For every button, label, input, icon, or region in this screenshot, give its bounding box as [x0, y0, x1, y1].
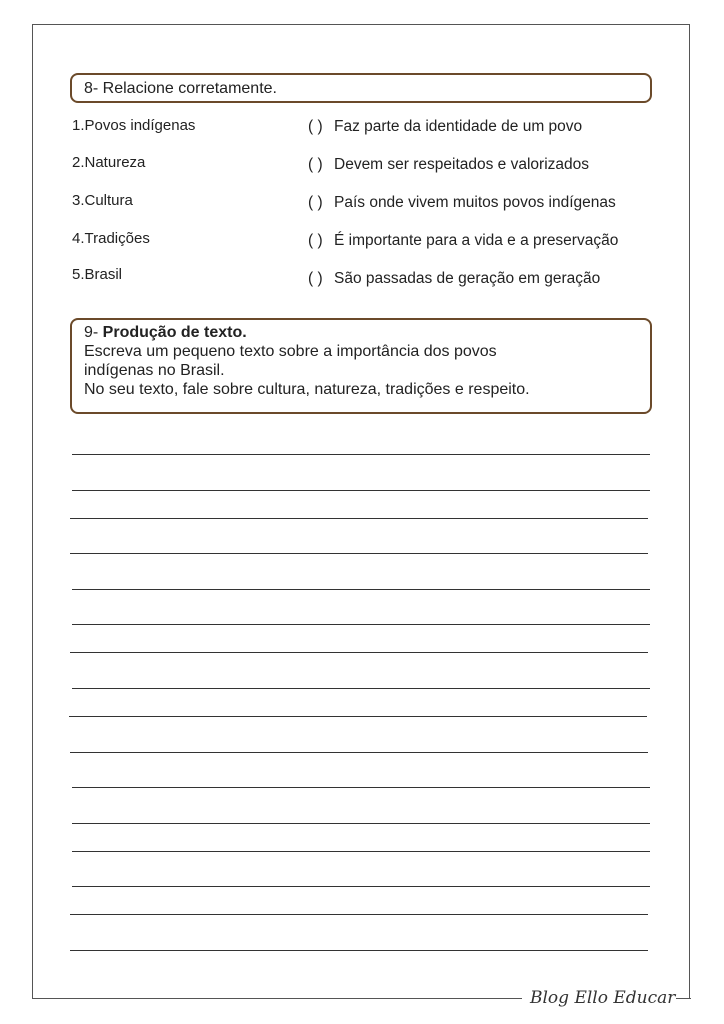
writing-line[interactable] — [72, 589, 650, 590]
match-right-item-3: País onde vivem muitos povos indígenas — [334, 194, 616, 211]
match-right-row-1 — [308, 118, 582, 136]
question-9-heading — [84, 323, 638, 342]
writing-line[interactable] — [69, 716, 647, 717]
question-9-number: 9- — [84, 324, 103, 341]
match-right-item-2: Devem ser respeitados e valorizados — [334, 156, 590, 173]
writing-line[interactable] — [72, 624, 650, 625]
writing-line[interactable] — [72, 454, 650, 455]
match-left-item-4: 4.Tradições — [72, 230, 150, 247]
match-right-item-1: Faz parte da identidade de um povo — [334, 118, 583, 135]
question-8-header — [70, 73, 652, 103]
writing-line[interactable] — [72, 490, 650, 491]
writing-line[interactable] — [72, 787, 650, 788]
match-right-item-4: É importante para a vida e a preservação — [334, 232, 619, 249]
match-left-item-5: 5.Brasil — [72, 266, 123, 283]
writing-line[interactable] — [70, 950, 648, 951]
writing-line[interactable] — [70, 553, 648, 554]
match-left-item-3: 3.Cultura — [72, 192, 133, 209]
writing-line[interactable] — [70, 652, 648, 653]
match-left-item-1: 1.Povos indígenas — [72, 117, 196, 134]
question-9-instruction-1: Escreva um pequeno texto sobre a importância dos povos — [84, 343, 497, 360]
match-right-row-3 — [308, 194, 616, 212]
question-9-title: Produção de texto. — [102, 324, 247, 341]
writing-line[interactable] — [70, 914, 648, 915]
writing-line[interactable] — [72, 688, 650, 689]
writing-line[interactable] — [72, 851, 650, 852]
match-right-row-2 — [308, 156, 589, 174]
question-9-box — [70, 318, 652, 414]
writing-line[interactable] — [70, 518, 648, 519]
match-left-item-2: 2.Natureza — [72, 154, 146, 171]
match-right-item-5: São passadas de geração em geração — [334, 270, 601, 287]
answer-blank-2[interactable]: ( ) — [308, 156, 323, 173]
match-right-row-4 — [308, 232, 618, 250]
writing-line[interactable] — [72, 823, 650, 824]
answer-blank-4[interactable]: ( ) — [308, 232, 323, 249]
footer-brand: Blog Ello Educar — [530, 988, 676, 1008]
question-8-title: 8- Relacione corretamente. — [84, 80, 277, 97]
answer-blank-3[interactable]: ( ) — [308, 194, 323, 211]
question-9-instruction-2: indígenas no Brasil. — [84, 362, 225, 379]
footer-rule-left — [32, 998, 522, 999]
writing-line[interactable] — [72, 886, 650, 887]
answer-blank-1[interactable]: ( ) — [308, 118, 323, 135]
writing-line[interactable] — [70, 752, 648, 753]
question-9-instruction-3: No seu texto, fale sobre cultura, natureza, tradições e respeito. — [84, 381, 530, 398]
footer-rule-right — [676, 998, 691, 999]
answer-blank-5[interactable]: ( ) — [308, 270, 323, 287]
match-right-row-5 — [308, 270, 600, 288]
